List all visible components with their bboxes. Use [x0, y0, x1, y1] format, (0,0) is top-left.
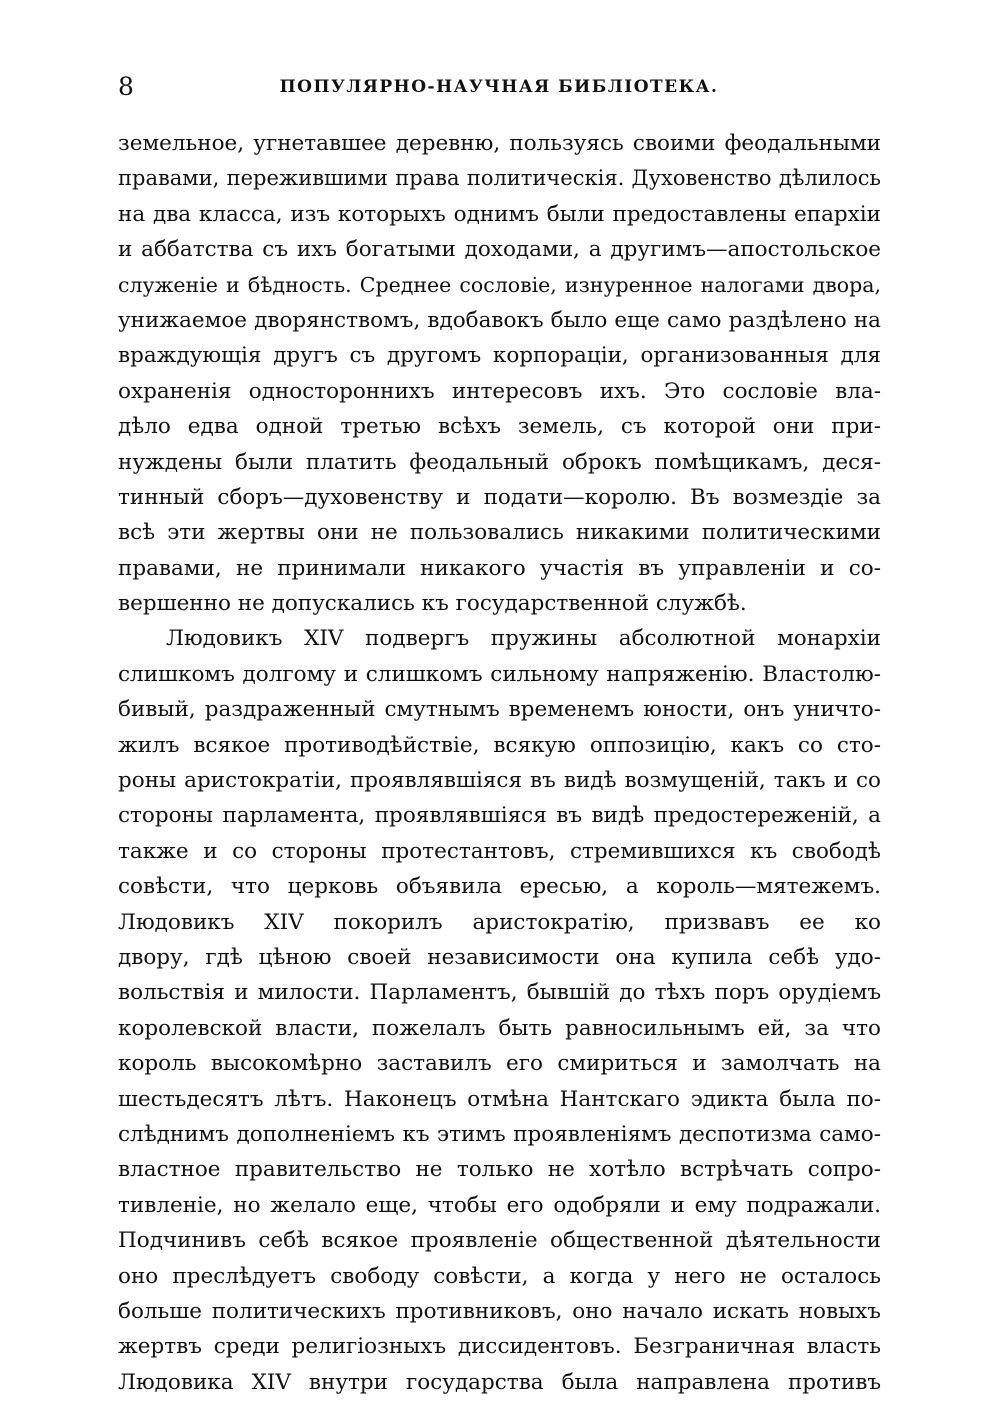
text-line: правами, не принимали никакого участія въ управленіи и со- [118, 555, 881, 581]
text-line: двору, гдѣ цѣною своей независимости она купила себѣ удо- [118, 944, 881, 970]
text-line: также и со стороны протестантовъ, стремившихся къ свободѣ [118, 838, 881, 864]
text-line: жилъ всякое противодѣйствіе, всякую оппозицію, какъ со сто- [118, 732, 881, 758]
text-line: на два класса, изъ которыхъ однимъ были предоставлены епархіи [118, 201, 881, 227]
text-line: правами, пережившими права политическія. Духовенство дѣлилось [118, 166, 881, 191]
page-number: 8 [118, 72, 134, 101]
text-line: слѣднимъ дополненіемъ къ этимъ проявленіямъ деспотизма само- [118, 1121, 881, 1147]
text-line: королевской власти, пожелалъ быть равносильнымъ ей, за что [118, 1015, 881, 1041]
body-text [118, 126, 881, 1400]
text-line: земельное, угнетавшее деревню, пользуясь своими феодальными [118, 131, 881, 156]
text-line: шестьдесятъ лѣтъ. Наконецъ отмѣна Нантскаго эдикта была по- [118, 1086, 881, 1112]
text-line: и аббатства съ ихъ богатыми доходами, а другимъ—апостольское [118, 237, 881, 263]
text-line: властное правительство не только не хотѣло встрѣчать сопро- [118, 1157, 881, 1183]
text-line: вольствія и милости. Парламентъ, бывшій до тѣхъ поръ орудіемъ [118, 980, 881, 1006]
text-line: Людовика XIV внутри государства была направлена противъ [118, 1369, 881, 1395]
text-line: оно преслѣдуетъ свободу совѣсти, а когда у него не осталось [118, 1263, 881, 1289]
text-line: нуждены были платить феодальный оброкъ помѣщикамъ, деся- [118, 449, 881, 475]
text-line: король высокомѣрно заставилъ его смириться и замолчать на [118, 1051, 881, 1077]
text-line: бивый, раздраженный смутнымъ временемъ юности, онъ уничто- [118, 697, 881, 723]
text-line: враждующія другъ съ другомъ корпораціи, организованныя для [118, 343, 881, 369]
text-line: жертвъ среди религіозныхъ диссидентовъ. Безграничная власть [118, 1334, 881, 1360]
text-line: больше политическихъ противниковъ, оно начало искать новыхъ [118, 1298, 881, 1324]
text-line: Людовикъ XIV подвергъ пружины абсолютной монархіи [166, 626, 881, 652]
text-line: слишкомъ долгому и слишкомъ сильному напряженію. Властолю- [118, 661, 881, 687]
text-line: тивленіе, но желало еще, чтобы его одобряли и ему подражали. [118, 1192, 881, 1218]
text-line: унижаемое дворянствомъ, вдобавокъ было еще само раздѣлено на [118, 307, 881, 333]
text-line: вершенно не допускались къ государственной службѣ. [118, 591, 747, 617]
text-line: тинный сборъ—духовенству и подати—королю. Въ возмездіе за [118, 484, 881, 510]
text-line: роны аристократіи, проявлявшіяся въ видѣ возмущеній, такъ и со [118, 768, 881, 794]
page-header [118, 72, 880, 102]
running-title: ПОПУЛЯРНО-НАУЧНАЯ БИБЛІОТЕКА. [279, 77, 719, 97]
text-line: охраненія одностороннихъ интересовъ ихъ. Это сословіе вла- [118, 378, 881, 404]
text-line: Подчинивъ себѣ всякое проявленіе общественной дѣятельности [118, 1228, 881, 1254]
text-line: совѣсти, что церковь объявила ересью, а король—мятежемъ. [118, 874, 881, 900]
text-line: всѣ эти жертвы они не пользовались никакими политическими [118, 520, 881, 546]
text-line: Людовикъ XIV покорилъ аристократію, призвавъ ее ко [118, 909, 881, 935]
text-line: стороны парламента, проявлявшіяся въ видѣ предостереженій, а [118, 803, 881, 829]
text-line: дѣло едва одной третью всѣхъ земель, съ которой они при- [118, 414, 881, 440]
text-line: служеніе и бѣдность. Среднее сословіе, изнуренное налогами двора, [118, 272, 881, 297]
